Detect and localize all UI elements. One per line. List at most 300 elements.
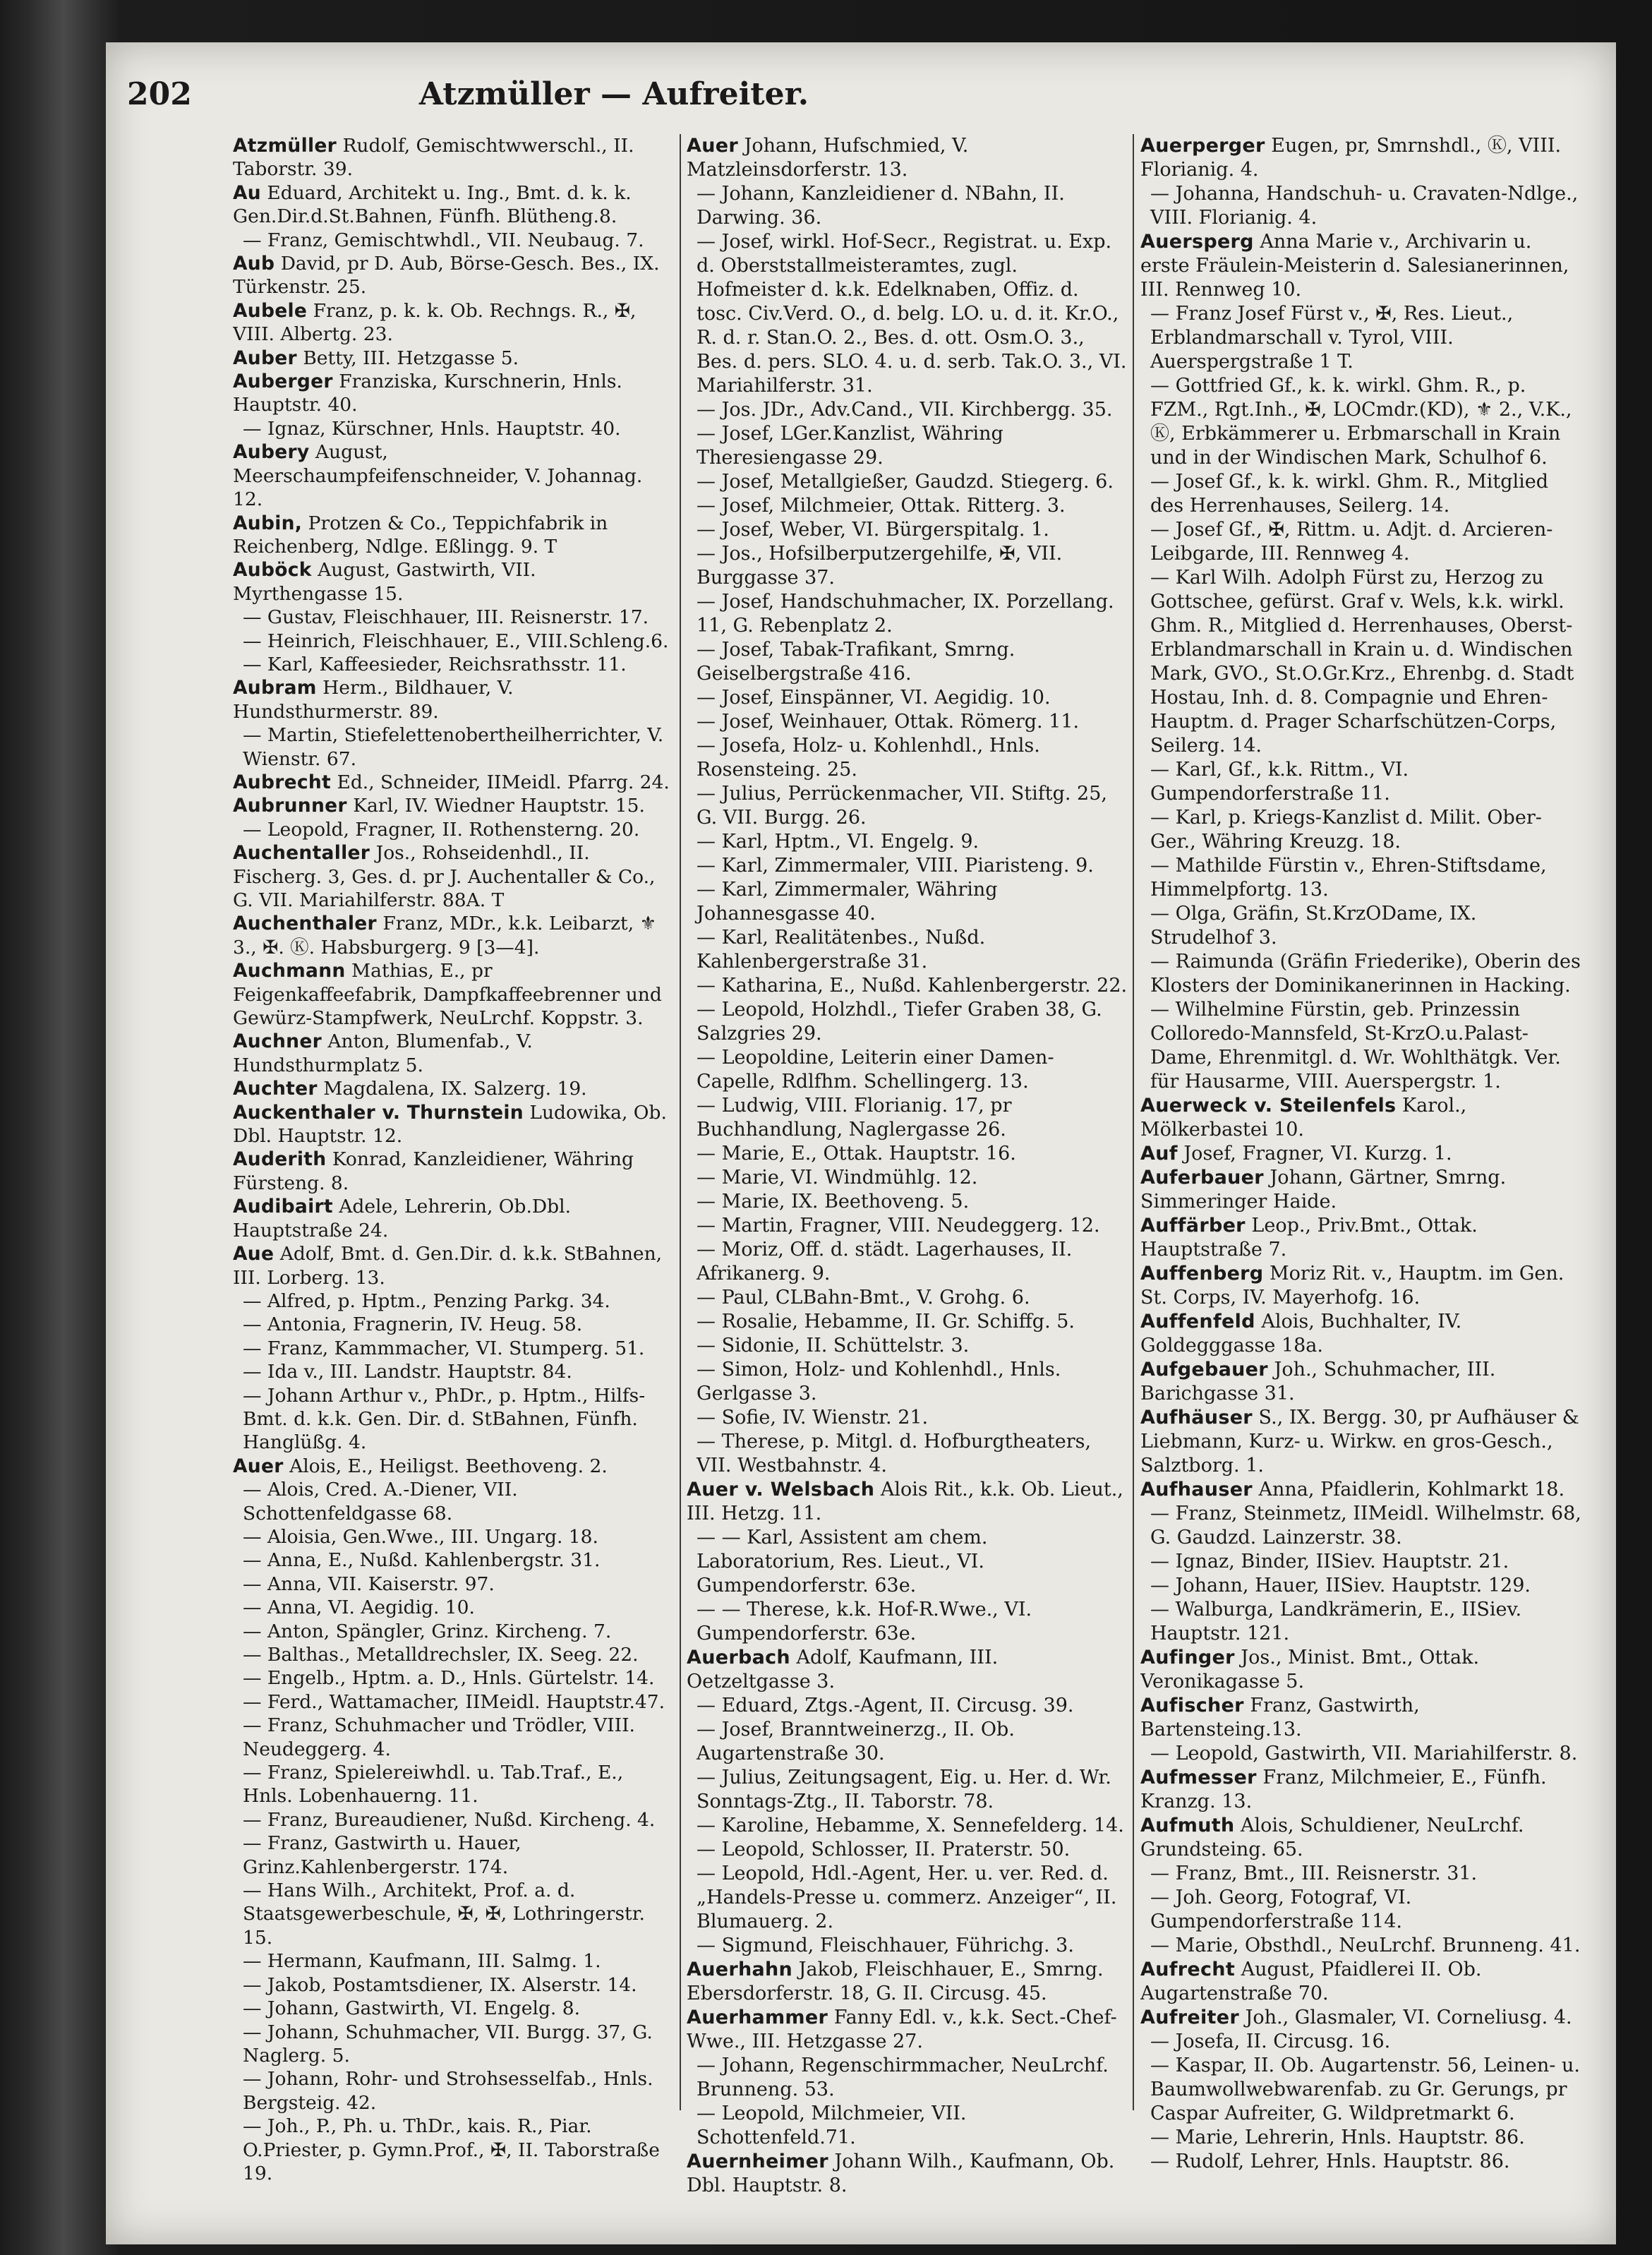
entry-surname: Auferbauer xyxy=(1140,1167,1264,1189)
entry-details: — Eduard, Ztgs.-Agent, II. Circusg. 39. xyxy=(697,1695,1074,1716)
directory-entry xyxy=(1140,1862,1581,1886)
directory-entry xyxy=(687,2054,1128,2102)
entry-details: — Simon, Holz- und Kohlenhdl., Hnls. Gerlgasse 3. xyxy=(697,1359,1061,1405)
column-2 xyxy=(687,134,1128,2216)
entry-details: — Jos. JDr., Adv.Cand., VII. Kirchbergg. 35. xyxy=(697,399,1113,421)
entry-details: — Anna, E., Nußd. Kahlenbergstr. 31. xyxy=(243,1549,601,1572)
entry-details: — — Therese, k.k. Hof-R.Wwe., VI. Gumpendorferstr. 63e. xyxy=(697,1599,1032,1644)
entry-details: — Leopold, Holzhdl., Tiefer Graben 38, G. Salzgries 29. xyxy=(697,999,1102,1045)
directory-entry xyxy=(687,878,1128,926)
directory-entry xyxy=(687,1046,1128,1094)
directory-entry xyxy=(687,182,1128,230)
entry-details: — Julius, Perrückenmacher, VII. Stiftg. 25, G. VII. Burgg. 26. xyxy=(697,783,1107,829)
entry-surname: Aufhauser xyxy=(1140,1479,1253,1501)
directory-entry xyxy=(233,630,674,653)
directory-entry xyxy=(1140,1358,1581,1406)
entry-details: — Anna, VII. Kaiserstr. 97. xyxy=(243,1573,495,1595)
entry-surname: Aubrunner xyxy=(233,795,347,817)
directory-entry xyxy=(233,1973,674,1997)
directory-entry xyxy=(1140,1598,1581,1646)
entry-details: — Marie, Obsthdl., NeuLrchf. Brunneng. 41. xyxy=(1150,1935,1581,1956)
entry-details: Mathias, E., pr Feigenkaffeefabrik, Dampfkaffeebrenner und Gewürz-Stampfwerk, NeuLrchf. Koppstr. 3. xyxy=(233,960,662,1030)
entry-details: Alois Rit., k.k. Ob. Lieut., III. Hetzg. 11. xyxy=(687,1479,1123,1525)
directory-entry xyxy=(233,1714,674,1761)
entry-details: Johann Wilh., Kaufmann, Ob. Dbl. Hauptstr. 8. xyxy=(687,2151,1115,2196)
directory-entry xyxy=(233,723,674,771)
entry-details: — Gottfried Gf., k. k. wirkl. Ghm. R., p. FZM., Rgt.Inh., ✠, LOCmdr.(KD), ⚜ 2., V.K., Ⓚ, Erbkämmerer u. Erbmarschall in Krain und in der Windischen Mark, Schulhof 6. xyxy=(1150,375,1572,469)
entry-details: Betty, III. Hetzgasse 5. xyxy=(303,347,519,369)
entry-details: — Josef, LGer.Kanzlist, Währing Theresiengasse 29. xyxy=(697,423,1003,469)
entry-surname: Auchentaller xyxy=(233,842,370,865)
entry-details: Rudolf, Gemischtwwerschl., II. Taborstr. 39. xyxy=(233,135,634,181)
directory-entry xyxy=(1140,1094,1581,1142)
directory-entry xyxy=(233,1360,674,1383)
directory-entry xyxy=(687,1190,1128,1214)
directory-entry xyxy=(233,1525,674,1549)
directory-entry xyxy=(1140,1550,1581,1574)
entry-surname: Aufgebauer xyxy=(1140,1359,1268,1381)
directory-entry xyxy=(687,830,1128,854)
entry-details: Magdalena, IX. Salzerg. 19. xyxy=(323,1078,587,1100)
entry-surname: Auffärber xyxy=(1140,1215,1246,1237)
entry-details: Franz, MDr., k.k. Leibarzt, ⚜ 3., ✠. Ⓚ. Habsburgerg. 9 [3—4]. xyxy=(233,913,657,958)
directory-entry xyxy=(233,1573,674,1596)
directory-entry xyxy=(687,1598,1128,1646)
entry-details: — Karl, Gf., k.k. Rittm., VI. Gumpendorferstraße 11. xyxy=(1150,759,1409,805)
directory-entry xyxy=(233,1549,674,1572)
directory-entry xyxy=(1140,2126,1581,2150)
directory-entry xyxy=(1140,374,1581,470)
directory-entry xyxy=(687,1166,1128,1190)
entry-details: — Franz, Bmt., III. Reisnerstr. 31. xyxy=(1150,1863,1478,1884)
entry-details: — Alfred, p. Hptm., Penzing Parkg. 34. xyxy=(243,1289,610,1312)
entry-surname: Auffenfeld xyxy=(1140,1311,1255,1333)
entry-details: — Karl, p. Kriegs-Kanzlist d. Milit. Ober-Ger., Währing Kreuzg. 18. xyxy=(1150,807,1542,853)
directory-entry xyxy=(233,558,674,606)
entry-details: — Rudolf, Lehrer, Hnls. Hauptstr. 86. xyxy=(1150,2151,1510,2172)
directory-entry xyxy=(1140,1934,1581,1958)
directory-entry xyxy=(233,1643,674,1666)
entry-details: — Josef, Einspänner, VI. Aegidig. 10. xyxy=(697,687,1051,709)
directory-entry xyxy=(1140,1166,1581,1214)
directory-entry xyxy=(1140,950,1581,998)
entry-details: — Ida v., III. Landstr. Hauptstr. 84. xyxy=(243,1361,572,1383)
entry-details: — Rosalie, Hebamme, II. Gr. Schiffg. 5. xyxy=(697,1311,1075,1333)
entry-details: — Franz, Gastwirth u. Hauer, Grinz.Kahlenbergerstr. 174. xyxy=(243,1832,521,1878)
entry-details: — Josef, Branntweinerzg., II. Ob. Augartenstraße 30. xyxy=(697,1719,1015,1764)
directory-entry xyxy=(1140,182,1581,230)
entry-details: — Josef, Weinhauer, Ottak. Römerg. 11. xyxy=(697,711,1080,733)
directory-entry xyxy=(233,1195,674,1242)
entry-details: Johann, Hufschmied, V. Matzleinsdorferstr. 13. xyxy=(687,135,969,181)
entry-details: — Alois, Cred. A.-Diener, VII. Schottenfeldgasse 68. xyxy=(243,1479,518,1525)
entry-surname: Auerperger xyxy=(1140,135,1265,157)
entry-details: David, pr D. Aub, Börse-Gesch. Bes., IX. Türkenstr. 25. xyxy=(233,253,660,299)
directory-entry xyxy=(1140,470,1581,518)
entry-details: — Franz, Spielereiwhdl. u. Tab.Traf., E., Hnls. Lobenhauerng. 11. xyxy=(243,1762,624,1808)
entry-details: — Karl, Kaffeesieder, Reichsrathsstr. 11. xyxy=(243,653,627,675)
entry-details: — Balthas., Metalldrechsler, IX. Seeg. 22. xyxy=(243,1644,639,1666)
entry-details: — Ignaz, Kürschner, Hnls. Hauptstr. 40. xyxy=(243,417,621,440)
directory-entry xyxy=(233,2115,674,2185)
directory-entry xyxy=(687,1814,1128,1838)
entry-details: — Karl, Realitätenbes., Nußd. Kahlenbergerstraße 31. xyxy=(697,927,986,973)
entry-surname: Auchenthaler xyxy=(233,913,377,935)
entry-surname: Aufrecht xyxy=(1140,1959,1236,1980)
entry-details: Adolf, Bmt. d. Gen.Dir. d. k.k. StBahnen, III. Lorberg. 13. xyxy=(233,1243,663,1289)
entry-details: Leop., Priv.Bmt., Ottak. Hauptstraße 7. xyxy=(1140,1215,1478,1261)
entry-surname: Aufhäuser xyxy=(1140,1407,1253,1429)
entry-surname: Aufmuth xyxy=(1140,1815,1235,1836)
entry-details: Adolf, Kaufmann, III. Oetzeltgasse 3. xyxy=(687,1647,999,1692)
directory-entry xyxy=(1140,1478,1581,1502)
entry-details: Anna, Pfaidlerin, Kohlmarkt 18. xyxy=(1258,1479,1565,1501)
entry-surname: Auer v. Welsbach xyxy=(687,1479,875,1501)
entry-details: Alois, E., Heiligst. Beethoveng. 2. xyxy=(289,1455,608,1477)
entry-details: Alois, Schuldiener, NeuLrchf. Grundsteing. 65. xyxy=(1140,1815,1524,1860)
directory-entry xyxy=(687,542,1128,590)
entry-surname: Auerbach xyxy=(687,1647,790,1668)
entry-details: — Martin, Stiefelettenobertheilherrichter, V. Wienstr. 67. xyxy=(243,724,664,770)
directory-entry xyxy=(233,1077,674,1100)
directory-entry xyxy=(233,1384,674,1455)
entry-details: Eugen, pr, Smrnshdl., Ⓚ, VIII. Florianig. 4. xyxy=(1140,135,1562,181)
entry-details: — Ludwig, VIII. Florianig. 17, pr Buchhandlung, Naglergasse 26. xyxy=(697,1095,1012,1141)
entry-details: — Franz Josef Fürst v., ✠, Res. Lieut., Erblandmarschall v. Tyrol, VIII. Auerspergstraße 1 T. xyxy=(1150,303,1514,373)
directory-entry xyxy=(233,347,674,370)
entry-details: — Kaspar, II. Ob. Augartenstr. 56, Leinen- u. Baumwollwebwarenfab. zu Gr. Gerungs, pr Caspar Aufreiter, G. Wildpretmarkt 6. xyxy=(1150,2055,1580,2124)
entry-details: — Marie, E., Ottak. Hauptstr. 16. xyxy=(697,1143,1016,1165)
entry-details: — Johanna, Handschuh- u. Cravaten-Ndlge., VIII. Florianig. 4. xyxy=(1150,183,1579,229)
entry-details: — Therese, p. Mitgl. d. Hofburgtheaters, VII. Westbahnstr. 4. xyxy=(697,1431,1092,1477)
directory-entry xyxy=(687,926,1128,974)
directory-entry xyxy=(687,518,1128,542)
directory-entry xyxy=(233,370,674,417)
entry-details: Adele, Lehrerin, Ob.Dbl. Hauptstraße 24. xyxy=(233,1196,572,1241)
entry-details: Johann, Gärtner, Smrng. Simmeringer Haide. xyxy=(1140,1167,1507,1213)
directory-entry xyxy=(233,653,674,676)
directory-entry xyxy=(687,1214,1128,1238)
entry-details: — Johann, Hauer, IISiev. Hauptstr. 129. xyxy=(1150,1575,1531,1596)
entry-details: — Mathilde Fürstin v., Ehren-Stiftsdame, Himmelpfortg. 13. xyxy=(1150,855,1547,901)
entry-surname: Auf xyxy=(1140,1143,1178,1165)
directory-entry xyxy=(1140,302,1581,374)
entry-details: — Josef, Metallgießer, Gaudzd. Stiegerg. 6. xyxy=(697,471,1114,493)
directory-entry xyxy=(1140,2054,1581,2126)
directory-entry xyxy=(233,771,674,794)
entry-surname: Aue xyxy=(233,1243,275,1265)
entry-details: — Leopoldine, Leiterin einer Damen-Capelle, Rdlfhm. Schellingerg. 13. xyxy=(697,1047,1054,1093)
entry-details: Protzen & Co., Teppichfabrik in Reichenberg, Ndlge. Eßlingg. 9. T xyxy=(233,512,608,558)
directory-entry xyxy=(687,638,1128,686)
entry-details: — Engelb., Hptm. a. D., Hnls. Gürtelstr. 14. xyxy=(243,1667,655,1690)
entry-details: Franziska, Kurschnerin, Hnls. Hauptstr. 40. xyxy=(233,371,622,416)
directory-entry xyxy=(1140,902,1581,950)
entry-details: Franz, Gastwirth, Bartensteing.13. xyxy=(1140,1695,1420,1740)
entry-details: — Raimunda (Gräfin Friederike), Oberin des Klosters der Dominikanerinnen in Hacking. xyxy=(1150,951,1581,997)
entry-details: — Joh., P., Ph. u. ThDr., kais. R., Piar. O.Priester, p. Gymn.Prof., ✠, II. Taborstraße 19. xyxy=(243,2115,660,2184)
directory-entry xyxy=(233,1949,674,1973)
entry-details: — Katharina, E., Nußd. Kahlenbergerstr. 22. xyxy=(697,975,1128,997)
entry-details: — Karl, Zimmermaler, Währing Johannesgasse 40. xyxy=(697,879,998,925)
entry-details: Karol., Mölkerbastei 10. xyxy=(1140,1095,1467,1141)
entry-details: — Johann Arthur v., PhDr., p. Hptm., Hilfs-Bmt. d. k.k. Gen. Dir. d. StBahnen, Fünfh. Hanglüßg. 4. xyxy=(243,1384,646,1454)
directory-entry xyxy=(687,2102,1128,2150)
directory-entry xyxy=(233,1879,674,1949)
directory-entry xyxy=(233,1690,674,1714)
directory-entry xyxy=(687,1238,1128,1286)
entry-details: — Hermann, Kaufmann, III. Salmg. 1. xyxy=(243,1950,601,1973)
running-title: Atzmüller — Aufreiter. xyxy=(418,76,809,112)
directory-entry xyxy=(233,440,674,511)
entry-details: — Leopold, Hdl.-Agent, Her. u. ver. Red. d. „Handels-Presse u. commerz. Anzeiger“, II. Blumauerg. 2. xyxy=(697,1863,1117,1932)
entry-details: — Sidonie, II. Schüttelstr. 3. xyxy=(697,1335,970,1357)
directory-entry xyxy=(1140,1694,1581,1742)
entry-surname: Aubrecht xyxy=(233,771,332,793)
directory-entry xyxy=(233,2021,674,2068)
entry-surname: Au xyxy=(233,181,261,204)
entry-details: — Wilhelmine Fürstin, geb. Prinzessin Colloredo-Mannsfeld, St-KrzO.u.Palast-Dame, Ehrenmitgl. d. Wr. Wohlthätgk. Ver. für Hausarme, VIII. Auerspergstr. 1. xyxy=(1150,999,1561,1093)
entry-details: — Franz, Bureaudiener, Nußd. Kircheng. 4. xyxy=(243,1808,656,1831)
directory-entry xyxy=(233,1289,674,1313)
directory-entry xyxy=(233,1455,674,1478)
entry-details: — Franz, Gemischtwhdl., VII. Neubaug. 7. xyxy=(243,229,644,251)
entry-details: August, Meerschaumpfeifenschneider, V. Johannag. 12. xyxy=(233,441,643,511)
column-1 xyxy=(233,134,674,2216)
entry-surname: Atzmüller xyxy=(233,135,337,157)
directory-entry xyxy=(233,1030,674,1077)
directory-entry xyxy=(233,818,674,841)
directory-entry xyxy=(1140,854,1581,902)
entry-details: — Jos., Hofsilberputzergehilfe, ✠, VII. Burggasse 37. xyxy=(697,543,1063,589)
directory-entry xyxy=(687,998,1128,1046)
directory-entry xyxy=(233,417,674,440)
entry-details: — Josef, Weber, VI. Bürgerspitalg. 1. xyxy=(697,519,1049,541)
directory-entry xyxy=(687,1406,1128,1430)
entry-details: — Josef, wirkl. Hof-Secr., Registrat. u. Exp. d. Oberststallmeisteramtes, zugl. Hofmeister d. k.k. Edelknaben, Offiz. d. tosc. Civ.Verd. O., d. belg. LO. u. d. it. Kr.O., R. d. r. Stan.O. 2., Bes. d. ott. Osm.O. 3., Bes. d. pers. SLO. 4. u. d. serb. Tak.O. 3., VI. Mariahilferstr. 31. xyxy=(697,231,1127,397)
directory-entry xyxy=(687,1094,1128,1142)
directory-entry xyxy=(1140,1262,1581,1310)
directory-entry xyxy=(687,1934,1128,1958)
entry-details: — Anna, VI. Aegidig. 10. xyxy=(243,1596,475,1619)
entry-details: — Franz, Schuhmacher und Trödler, VIII. Neudeggerg. 4. xyxy=(243,1714,635,1760)
entry-surname: Auckenthaler v. Thurnstein xyxy=(233,1101,524,1124)
entry-details: Ludowika, Ob. Dbl. Hauptstr. 12. xyxy=(233,1101,667,1148)
entry-details: — Sofie, IV. Wienstr. 21. xyxy=(697,1407,929,1429)
directory-entry xyxy=(233,252,674,299)
entry-surname: Aufischer xyxy=(1140,1695,1244,1716)
entry-surname: Aubin, xyxy=(233,512,303,534)
entry-details: Konrad, Kanzleidiener, Währing Fürsteng. 8. xyxy=(233,1148,634,1194)
entry-details: Joh., Schuhmacher, III. Barichgasse 31. xyxy=(1140,1359,1496,1405)
directory-entry xyxy=(233,1313,674,1336)
entry-details: Fanny Edl. v., k.k. Sect.-Chef-Wwe., III. Hetzgasse 27. xyxy=(687,2007,1117,2052)
entry-details: — Walburga, Landkrämerin, E., IISiev. Hauptstr. 121. xyxy=(1150,1599,1522,1644)
directory-entry xyxy=(687,854,1128,878)
directory-entry xyxy=(687,1310,1128,1334)
directory-entry xyxy=(1140,1310,1581,1358)
entry-surname: Auderith xyxy=(233,1148,327,1171)
entry-details: S., IX. Bergg. 30, pr Aufhäuser & Liebmann, Kurz- u. Wirkw. en gros-Gesch., Salztborg. 1. xyxy=(1140,1407,1579,1477)
directory-entry xyxy=(687,1526,1128,1598)
entry-details: — Hans Wilh., Architekt, Prof. a. d. Staatsgewerbeschule, ✠, ✠, Lothringerstr. 15. xyxy=(243,1880,645,1949)
entry-details: — Josef, Tabak-Trafikant, Smrng. Geiselbergstraße 416. xyxy=(697,639,1015,685)
directory-entry xyxy=(687,974,1128,998)
entry-details: Alois, Buchhalter, IV. Goldegggasse 18a. xyxy=(1140,1311,1462,1357)
directory-entry xyxy=(687,710,1128,734)
entry-details: — Johann, Regenschirmmacher, NeuLrchf. Brunneng. 53. xyxy=(697,2055,1109,2100)
entry-details: Eduard, Architekt u. Ing., Bmt. d. k. k. Gen.Dir.d.St.Bahnen, Fünfh. Blütheng.8. xyxy=(233,181,632,228)
entry-surname: Auersperg xyxy=(1140,231,1254,253)
directory-entry xyxy=(233,1242,674,1289)
entry-surname: Auernheimer xyxy=(687,2151,828,2172)
entry-details: — Ferd., Wattamacher, IIMeidl. Hauptstr.47. xyxy=(243,1690,665,1713)
entry-details: — Josef, Milchmeier, Ottak. Ritterg. 3. xyxy=(697,495,1066,517)
entry-details: — Leopold, Gastwirth, VII. Mariahilferstr. 8. xyxy=(1150,1743,1578,1764)
entry-surname: Auböck xyxy=(233,559,312,582)
entry-details: — Leopold, Milchmeier, VII. Schottenfeld.71. xyxy=(697,2103,967,2148)
entry-details: — Marie, VI. Windmühlg. 12. xyxy=(697,1167,978,1189)
directory-entry xyxy=(687,590,1128,638)
page-number: 202 xyxy=(127,76,192,112)
entry-details: — Johann, Gastwirth, VI. Engelg. 8. xyxy=(243,1997,581,2020)
directory-entry xyxy=(233,912,674,959)
directory-entry xyxy=(233,1620,674,1643)
entry-details: — Josefa, II. Circusg. 16. xyxy=(1150,2031,1391,2052)
directory-entry xyxy=(1140,1766,1581,1814)
column-divider xyxy=(1133,134,1134,2110)
entry-details: — Gustav, Fleischhauer, III. Reisnerstr. 17. xyxy=(243,606,649,629)
directory-entry xyxy=(1140,2150,1581,2174)
entry-details: — Josef Gf., k. k. wirkl. Ghm. R., Mitglied des Herrenhauses, Seilerg. 14. xyxy=(1150,471,1549,517)
entry-details: — Josef, Handschuhmacher, IX. Porzellang. 11, G. Rebenplatz 2. xyxy=(697,591,1114,637)
entry-details: August, Pfaidlerei II. Ob. Augartenstraße 70. xyxy=(1140,1959,1482,2004)
entry-details: — Karoline, Hebamme, X. Sennefelderg. 14. xyxy=(697,1815,1124,1836)
entry-surname: Aufmesser xyxy=(1140,1767,1257,1788)
directory-entry xyxy=(687,1838,1128,1862)
entry-details: — Josef Gf., ✠, Rittm. u. Adjt. d. Arcieren-Leibgarde, III. Rennweg 4. xyxy=(1150,519,1553,565)
directory-entry xyxy=(233,1148,674,1195)
entry-surname: Auer xyxy=(687,135,738,157)
directory-entry xyxy=(687,1286,1128,1310)
entry-details: — Johann, Rohr- und Strohsesselfab., Hnls. Bergsteig. 42. xyxy=(243,2068,653,2114)
directory-entry xyxy=(687,1142,1128,1166)
directory-entry xyxy=(687,1694,1128,1718)
entry-surname: Aubram xyxy=(233,677,317,699)
entry-details: — Franz, Kammmacher, VI. Stumperg. 51. xyxy=(243,1337,645,1359)
directory-entry xyxy=(687,1718,1128,1766)
directory-entry xyxy=(233,299,674,347)
entry-surname: Auchter xyxy=(233,1078,318,1100)
directory-entry xyxy=(233,959,674,1030)
entry-surname: Aubele xyxy=(233,299,308,322)
entry-details: Joh., Glasmaler, VI. Corneliusg. 4. xyxy=(1245,2007,1572,2028)
entry-surname: Auchner xyxy=(233,1030,322,1053)
directory-entry xyxy=(1140,1958,1581,2006)
directory-entry xyxy=(687,782,1128,830)
entry-details: — Marie, Lehrerin, Hnls. Hauptstr. 86. xyxy=(1150,2127,1525,2148)
directory-entry xyxy=(1140,1886,1581,1934)
entry-surname: Audibairt xyxy=(233,1196,333,1218)
directory-entry xyxy=(687,1334,1128,1358)
directory-entry xyxy=(233,1666,674,1690)
entry-details: — Leopold, Fragner, II. Rothensterng. 20. xyxy=(243,818,640,841)
entry-details: — Johann, Schuhmacher, VII. Burgg. 37, G. Naglerg. 5. xyxy=(243,2021,653,2067)
entry-details: — Josefa, Holz- u. Kohlenhdl., Hnls. Rosensteing. 25. xyxy=(697,735,1040,781)
directory-entry xyxy=(1140,134,1581,182)
directory-entry xyxy=(233,794,674,817)
directory-entry xyxy=(687,1430,1128,1478)
directory-entry xyxy=(1140,2030,1581,2054)
entry-surname: Auberger xyxy=(233,371,333,393)
directory-entry xyxy=(233,1761,674,1808)
entry-surname: Auffenberg xyxy=(1140,1263,1264,1285)
entry-surname: Auerweck v. Steilenfels xyxy=(1140,1095,1397,1117)
entry-details: — Franz, Steinmetz, IIMeidl. Wilhelmstr. 68, G. Gaudzd. Lainzerstr. 38. xyxy=(1150,1503,1581,1549)
directory-entry xyxy=(687,1958,1128,2006)
page-header xyxy=(127,76,1609,126)
entry-details: — — Karl, Assistent am chem. Laboratorium, Res. Lieut., VI. Gumpendorferstr. 63e. xyxy=(697,1527,988,1596)
directory-entry xyxy=(233,2067,674,2115)
directory-entry xyxy=(233,1101,674,1148)
entry-surname: Auerhahn xyxy=(687,1959,793,1980)
directory-entry xyxy=(1140,566,1581,758)
directory-entry xyxy=(233,841,674,912)
directory-entry xyxy=(1140,518,1581,566)
directory-entry xyxy=(687,2150,1128,2198)
directory-entry xyxy=(687,422,1128,470)
directory-entry xyxy=(687,1646,1128,1694)
directory-entry xyxy=(687,494,1128,518)
entry-details: — Joh. Georg, Fotograf, VI. Gumpendorferstraße 114. xyxy=(1150,1887,1412,1932)
entry-details: — Antonia, Fragnerin, IV. Heug. 58. xyxy=(243,1313,583,1336)
entry-details: — Paul, CLBahn-Bmt., V. Grohg. 6. xyxy=(697,1287,1030,1309)
directory-entry xyxy=(1140,1814,1581,1862)
entry-details: — Anton, Spängler, Grinz. Kircheng. 7. xyxy=(243,1620,612,1642)
directory-entry xyxy=(233,134,674,181)
column-3 xyxy=(1140,134,1581,2216)
entry-details: Ed., Schneider, IIMeidl. Pfarrg. 24. xyxy=(337,771,670,793)
directory-entry xyxy=(1140,1214,1581,1262)
entry-details: Jakob, Fleischhauer, E., Smrng. Ebersdorferstr. 18, G. II. Circusg. 45. xyxy=(687,1959,1104,2004)
directory-entry xyxy=(233,229,674,252)
directory-entry xyxy=(233,512,674,559)
entry-surname: Auerhammer xyxy=(687,2007,828,2028)
entry-details: — Sigmund, Fleischhauer, Führichg. 3. xyxy=(697,1935,1074,1956)
directory-entry xyxy=(1140,998,1581,1094)
entry-details: — Leopold, Schlosser, II. Praterstr. 50. xyxy=(697,1839,1071,1860)
directory-entry xyxy=(1140,1646,1581,1694)
entry-details: — Aloisia, Gen.Wwe., III. Ungarg. 18. xyxy=(243,1525,598,1548)
entry-details: — Johann, Kanzleidiener d. NBahn, II. Darwing. 36. xyxy=(697,183,1065,229)
entry-details: — Karl, Zimmermaler, VIII. Piaristeng. 9. xyxy=(697,855,1094,877)
entry-details: — Ignaz, Binder, IISiev. Hauptstr. 21. xyxy=(1150,1551,1509,1573)
entry-surname: Auber xyxy=(233,347,297,369)
entry-details: — Olga, Gräfin, St.KrzODame, IX. Strudelhof 3. xyxy=(1150,903,1477,949)
directory-entry xyxy=(687,734,1128,782)
entry-details: August, Gastwirth, VII. Myrthengasse 15. xyxy=(233,559,536,605)
entry-details: Josef, Fragner, VI. Kurzg. 1. xyxy=(1183,1143,1452,1165)
entry-surname: Aufinger xyxy=(1140,1647,1235,1668)
directory-entry xyxy=(1140,1574,1581,1598)
directory-entry xyxy=(687,1358,1128,1406)
directory-entry xyxy=(233,1337,674,1360)
directory-entry xyxy=(687,398,1128,422)
directory-entry xyxy=(233,1832,674,1879)
entry-details: Moriz Rit. v., Hauptm. im Gen. St. Corps, IV. Mayerhofg. 16. xyxy=(1140,1263,1564,1309)
entry-details: Franz, p. k. k. Ob. Rechngs. R., ✠, VIII. Albertg. 23. xyxy=(233,299,637,346)
directory-entry xyxy=(1140,1142,1581,1166)
